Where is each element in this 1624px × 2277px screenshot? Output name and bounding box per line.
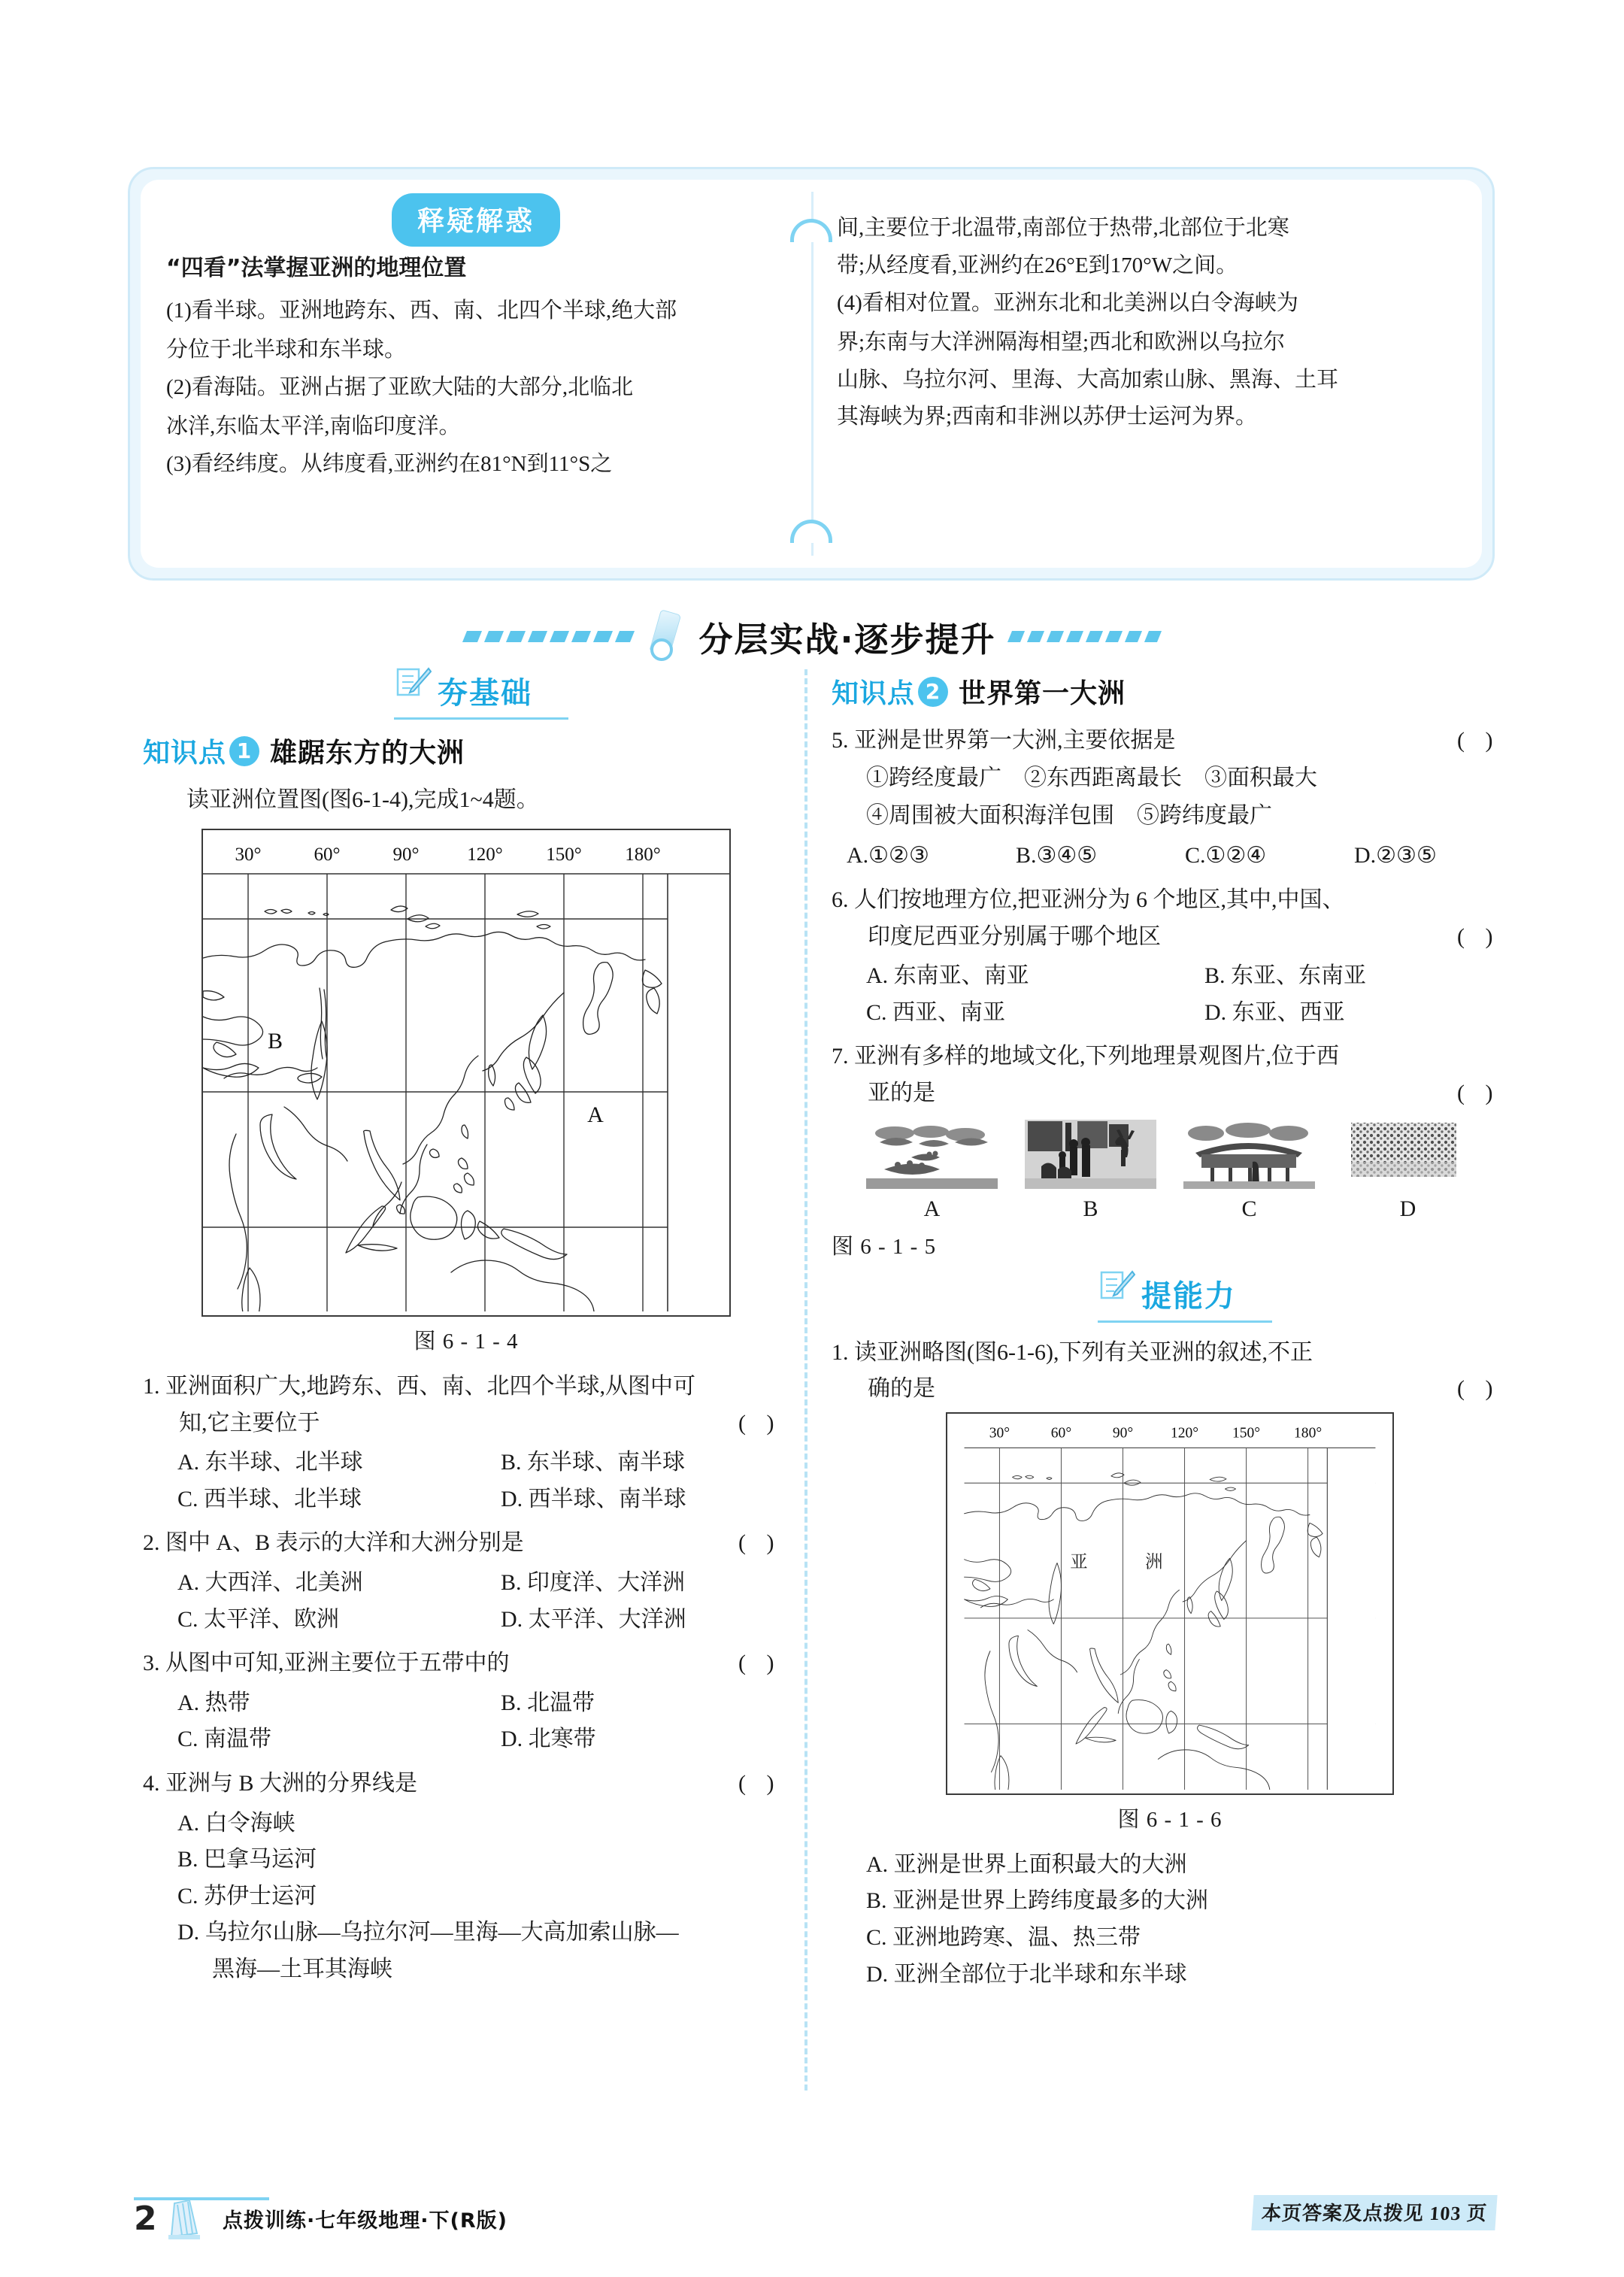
photo-frame: [1342, 1120, 1474, 1189]
knowledge-point-title: 世界第一大洲: [959, 678, 1126, 709]
question-text: 亚洲是世界第一大洲,主要依据是: [854, 728, 1176, 753]
photo-label-d: D: [1399, 1196, 1416, 1221]
option-c[interactable]: C. 南温带: [177, 1727, 272, 1752]
knowledge-point-number: 2: [918, 677, 948, 707]
explanation-right-column: [811, 180, 1482, 568]
question-4: [143, 1766, 789, 1988]
option-d[interactable]: D. 东亚、西亚: [1204, 999, 1345, 1025]
map1-lon-90: 90°: [392, 844, 420, 865]
question-text: 读亚洲略图(图6-1-6),下列有关亚洲的叙述,不正: [854, 1339, 1313, 1365]
map2-lon-90: 90°: [1112, 1424, 1134, 1441]
explanation-title: “四看”法掌握亚洲的地理位置: [166, 255, 467, 281]
answer-paren: ( ): [1457, 728, 1501, 753]
question-2: [143, 1525, 789, 1638]
option-c[interactable]: C.①②④: [1185, 843, 1267, 869]
question-options: [832, 958, 1508, 1031]
question-number: 6.: [832, 887, 849, 912]
question-stem: [143, 1645, 789, 1682]
option-d[interactable]: D. 西半球、南半球: [501, 1486, 686, 1511]
photo-frame: [1183, 1120, 1315, 1189]
explanation-inner: [141, 180, 1482, 568]
question-text-2: 亚的是: [868, 1080, 935, 1105]
photo-option-c[interactable]: [1183, 1120, 1315, 1222]
answer-reference-badge: 本页答案及点拨见 103 页: [1251, 2195, 1497, 2230]
question-sub-item: ④周围被大面积海洋包围 ⑤跨纬度最广: [866, 802, 1272, 828]
knowledge-point-badge: [143, 732, 259, 770]
ability-question-options: [832, 1847, 1508, 1993]
map2-lon-120: 120°: [1170, 1424, 1199, 1441]
answer-paren: ( ): [1457, 1376, 1501, 1402]
question-stem-cont: [832, 1075, 1508, 1112]
question-stem-cont: [832, 1371, 1508, 1408]
figure-6-1-4: [143, 829, 789, 1355]
question-number: 1.: [832, 1339, 849, 1365]
map1-lon-60: 60°: [314, 844, 341, 865]
page-column-divider: [804, 669, 807, 2091]
knowledge-point-number: 1: [229, 736, 259, 766]
option-a[interactable]: A. 东半球、北半球: [177, 1450, 363, 1475]
notepad-pencil-icon: [1099, 1269, 1135, 1304]
option-b[interactable]: B. 亚洲是世界上跨纬度最多的大洲: [866, 1888, 1209, 1914]
page-number: 2: [134, 2200, 157, 2238]
answer-paren: ( ): [738, 1530, 782, 1556]
map2-lon-180: 180°: [1294, 1424, 1323, 1441]
option-b[interactable]: B. 东半球、南半球: [501, 1450, 686, 1475]
photo-option-d[interactable]: [1342, 1120, 1474, 1222]
question-stem: [143, 1525, 789, 1562]
explanation-line: 山脉、乌拉尔河、里海、大高加索山脉、黑海、土耳: [837, 367, 1339, 392]
explanation-line: 界;东南与大洋洲隔海相望;西北和欧洲以乌拉尔: [837, 329, 1286, 354]
reindeer-herding-photo: [1025, 1120, 1156, 1189]
question-text: 人们按地理方位,把亚洲分为 6 个地区,其中,中国、: [854, 887, 1345, 912]
figure-caption-6-1-6: 图 6 - 1 - 6: [1117, 1807, 1223, 1832]
map2-lon-150: 150°: [1232, 1424, 1261, 1441]
option-b[interactable]: B. 巴拿马运河: [177, 1847, 317, 1872]
question-7: [832, 1038, 1508, 1260]
asia-outline-map: [947, 1414, 1392, 1790]
explanation-line: 分位于北半球和东半球。: [166, 337, 407, 362]
option-a[interactable]: A. 亚洲是世界上面积最大的大洲: [866, 1851, 1187, 1877]
right-column: [832, 669, 1508, 2000]
option-c[interactable]: C. 亚洲地跨寒、温、热三带: [866, 1924, 1141, 1950]
figure-caption: 图 6 - 1 - 4: [414, 1330, 519, 1354]
explanation-tag: 释疑解惑: [392, 193, 560, 247]
photo-frame: [866, 1120, 998, 1189]
answer-paren: ( ): [738, 1770, 782, 1796]
subsection-label: 提能力: [1141, 1278, 1236, 1314]
explanation-tag-wrap: [166, 193, 786, 247]
option-b[interactable]: B. 东亚、东南亚: [1204, 963, 1367, 989]
photo-frame: [1025, 1120, 1156, 1189]
question-number: 1.: [143, 1374, 160, 1399]
knowledge-point-1-header: [143, 732, 789, 770]
figure-6-1-6: [832, 1412, 1508, 1833]
banner-dashes-right-icon: [1010, 631, 1159, 642]
explanation-line: (2)看海陆。亚洲占据了亚欧大陆的大部分,北临北: [166, 374, 634, 399]
question-6: [832, 882, 1508, 1031]
question-text-2: 印度尼西亚分别属于哪个地区: [868, 923, 1161, 949]
option-d[interactable]: D. 北寒带: [501, 1727, 596, 1752]
floating-village-boats-photo: [866, 1120, 998, 1189]
question-stem: [143, 1766, 789, 1802]
option-b[interactable]: B. 印度洋、大洋洲: [501, 1569, 686, 1595]
question-options: [832, 838, 1508, 875]
stilt-house-photo: [1183, 1120, 1315, 1189]
photo-option-a[interactable]: [866, 1120, 998, 1222]
map1-lon-120: 120°: [467, 844, 503, 865]
scroll-pen-icon: [646, 611, 685, 661]
page-footer: [0, 2190, 1624, 2242]
ability-question-1: [832, 1335, 1508, 1994]
question-text: 亚洲与 B 大洲的分界线是: [165, 1770, 418, 1796]
section-banner: [0, 602, 1624, 671]
photo-label-c: C: [1241, 1196, 1257, 1221]
explanation-line: (4)看相对位置。亚洲东北和北美洲以白令海峡为: [837, 290, 1298, 315]
option-b[interactable]: B.③④⑤: [1016, 843, 1098, 869]
option-a[interactable]: A. 白令海峡: [177, 1810, 295, 1836]
option-d[interactable]: D.②③⑤: [1354, 843, 1437, 869]
question-stem: [143, 1369, 789, 1405]
question-lead-text: 读亚洲位置图(图6-1-4),完成1~4题。: [186, 787, 539, 812]
answer-paren: ( ): [738, 1651, 782, 1676]
question-text: 从图中可知,亚洲主要位于五带中的: [165, 1651, 510, 1676]
question-options: [143, 1445, 789, 1517]
knowledge-point-title: 雄踞东方的大洲: [270, 738, 465, 769]
photo-label-a: A: [923, 1196, 941, 1221]
map1-marker-B: B: [267, 1029, 283, 1054]
map1-lon-180: 180°: [625, 844, 661, 865]
question-number: 2.: [143, 1530, 160, 1556]
option-a[interactable]: A. 大西洋、北美洲: [177, 1569, 363, 1595]
banner-dashes-left-icon: [465, 631, 632, 642]
question-3: [143, 1645, 789, 1758]
option-a[interactable]: A. 热带: [177, 1690, 250, 1715]
explanation-line: 带;从经度看,亚洲约在26°E到170°W之间。: [837, 253, 1238, 277]
question-stem-cont: [143, 1405, 789, 1442]
explanation-box: [128, 167, 1495, 581]
map1-lon-30: 30°: [235, 844, 262, 865]
explanation-line: 其海峡为界;西南和非洲以苏伊士运河为界。: [837, 405, 1258, 429]
question-options: [143, 1685, 789, 1758]
photo-option-b[interactable]: [1025, 1120, 1156, 1222]
question-number: 7.: [832, 1044, 849, 1069]
answer-paren: ( ): [738, 1410, 782, 1436]
question-stem-cont: [832, 919, 1508, 956]
knowledge-point-label: 知识点: [143, 738, 227, 769]
option-d[interactable]: D. 太平洋、大洋洲: [501, 1606, 686, 1632]
option-a[interactable]: A. 东南亚、南亚: [866, 963, 1029, 989]
option-d[interactable]: D. 乌拉尔山脉—乌拉尔河—里海—大高加索山脉—: [177, 1920, 679, 1945]
option-c[interactable]: C. 苏伊士运河: [177, 1883, 317, 1909]
question-text: 亚洲面积广大,地跨东、西、南、北四个半球,从图中可: [165, 1374, 695, 1399]
subsection-header-ability: [832, 1272, 1508, 1323]
explanation-line: (1)看半球。亚洲地跨东、西、南、北四个半球,绝大部: [166, 299, 677, 323]
map1-marker-A: A: [587, 1102, 604, 1127]
question-number: 3.: [143, 1651, 160, 1676]
left-column: [143, 669, 789, 1996]
question-stem: [832, 882, 1508, 919]
option-d[interactable]: D. 亚洲全部位于北半球和东半球: [866, 1961, 1187, 1987]
option-a[interactable]: A.①②③: [847, 843, 929, 869]
pencil-icon: [167, 2199, 201, 2241]
explanation-line: 冰洋,东临太平洋,南临印度洋。: [166, 414, 461, 438]
question-7-photo-row: [866, 1120, 1474, 1222]
footer-text: 点拨训练·七年级地理·下(R版): [223, 2209, 508, 2233]
figure-caption-6-1-5: 图 6 - 1 - 5: [832, 1234, 937, 1259]
question-number: 4.: [143, 1770, 160, 1796]
option-c[interactable]: C. 西半球、北半球: [177, 1486, 362, 1511]
explanation-line: (3)看经纬度。从纬度看,亚洲约在81°N到11°S之: [166, 451, 613, 476]
explanation-left-column: [141, 180, 811, 568]
question-stem: [832, 1038, 1508, 1075]
photo-label-b: B: [1083, 1196, 1098, 1221]
subsection-header-basics: [143, 669, 789, 720]
knowledge-point-2-header: [832, 672, 1508, 711]
question-text: 图中 A、B 表示的大洋和大洲分别是: [165, 1530, 524, 1556]
map-frame-2: [946, 1412, 1394, 1795]
question-5: [832, 723, 1508, 875]
option-b[interactable]: B. 北温带: [501, 1690, 595, 1715]
question-options: [143, 1565, 789, 1638]
map-frame: [201, 829, 731, 1317]
asia-location-map: [203, 830, 729, 1311]
subsection-label: 夯基础: [438, 676, 532, 711]
question-number: 5.: [832, 728, 849, 753]
option-d-cont[interactable]: 黑海—土耳其海峡: [212, 1956, 392, 1981]
question-stem: [832, 723, 1508, 760]
question-options: [143, 1806, 789, 1988]
subsection-underline: [1098, 1320, 1272, 1323]
option-c[interactable]: C. 西亚、南亚: [866, 999, 1006, 1025]
answer-paren: ( ): [1457, 1080, 1501, 1105]
banner-title: 分层实战·逐步提升: [698, 619, 996, 659]
map2-lon-30: 30°: [989, 1424, 1010, 1441]
question-text-2: 确的是: [868, 1376, 935, 1402]
question-text: 亚洲有多样的地域文化,下列地理景观图片,位于西: [854, 1044, 1339, 1069]
map1-lon-150: 150°: [546, 844, 582, 865]
subsection-underline: [394, 717, 568, 720]
question-sub-item: ①跨经度最广 ②东西距离最长 ③面积最大: [866, 765, 1317, 790]
question-stem: [832, 1335, 1508, 1372]
map2-lon-60: 60°: [1050, 1424, 1072, 1441]
knowledge-point-label: 知识点: [832, 678, 916, 709]
question-1: [143, 1369, 789, 1517]
notepad-pencil-icon: [395, 666, 432, 701]
explanation-line: 间,主要位于北温带,南部位于热带,北部位于北寒: [837, 216, 1289, 240]
option-c[interactable]: C. 太平洋、欧洲: [177, 1606, 340, 1632]
crowd-pilgrimage-photo: [1342, 1120, 1474, 1189]
answer-paren: ( ): [1457, 923, 1501, 949]
map2-region-label: 亚 洲: [1070, 1551, 1183, 1572]
knowledge-point-badge: [832, 672, 948, 711]
question-text-2: 知,它主要位于: [179, 1410, 320, 1436]
